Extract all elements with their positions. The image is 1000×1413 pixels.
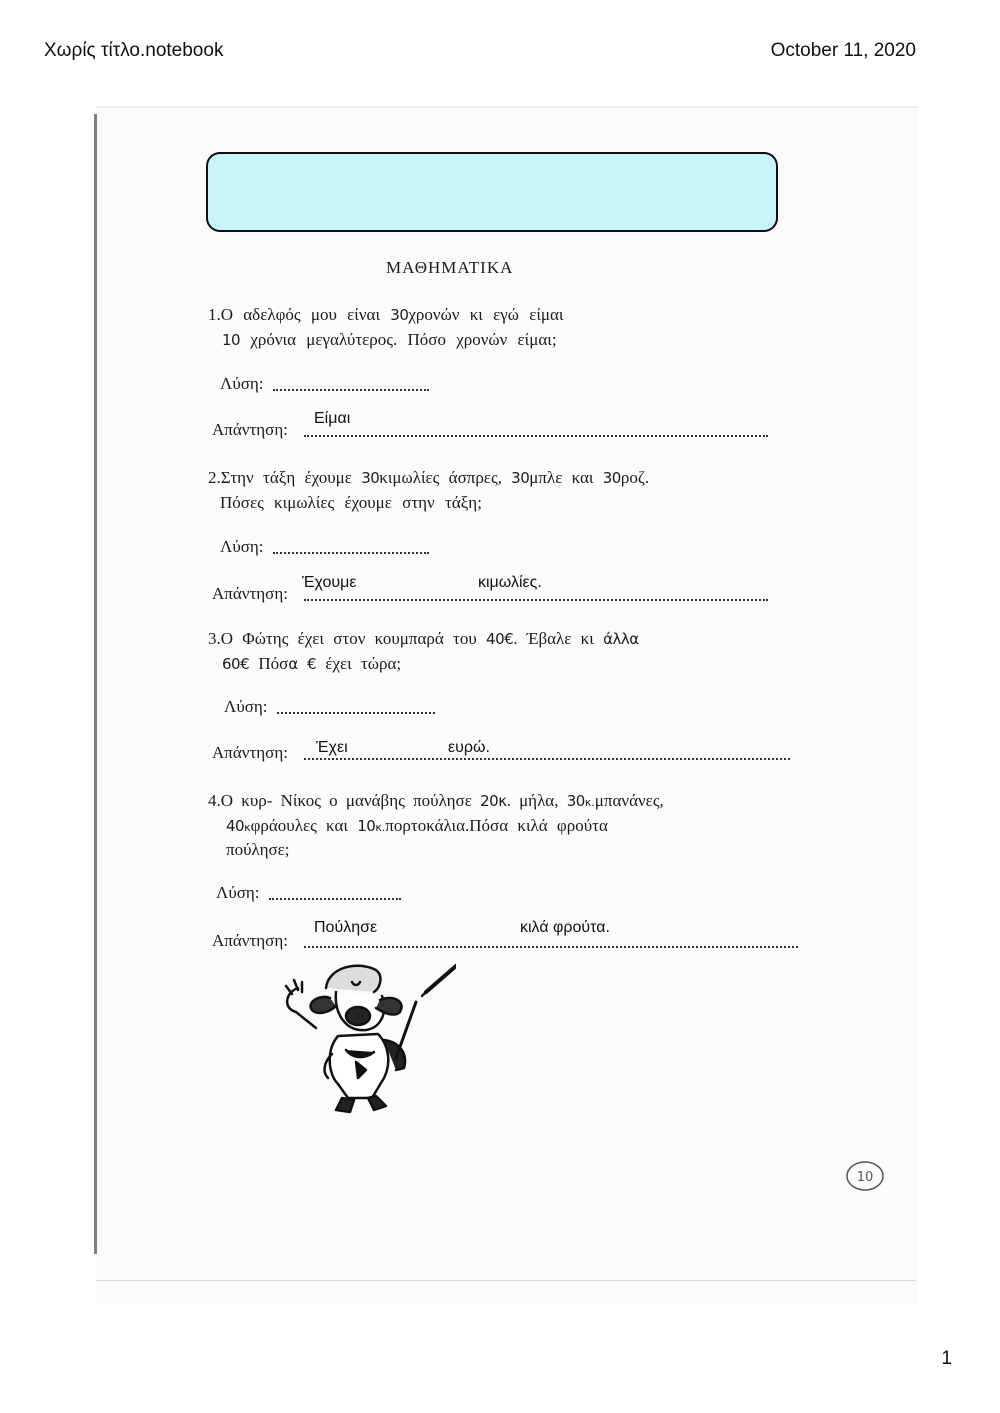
cartoon-character-illustration xyxy=(276,958,456,1118)
problem-2-solution-field[interactable] xyxy=(273,552,429,554)
problem-1-answer-label: Απάντηση: xyxy=(212,420,288,439)
problem-1-text-line-2: 10 χρόνια μεγαλύτερος. Πόσο χρονών είμαι; xyxy=(222,330,557,349)
problem-4-answer-label: Απάντηση: xyxy=(212,931,288,950)
problem-4-text-line-1: 4.Ο κυρ- Νίκος ο μανάβης πούλησε 20κ. μήλα, 30κ.μπανάνες, xyxy=(208,791,664,810)
problem-2-answer-label: Απάντηση: xyxy=(212,584,288,603)
problem-4-answer-suffix: κιλά φρούτα. xyxy=(520,919,610,936)
problem-3-solution-label: Λύση: xyxy=(224,697,268,716)
problem-2-text-line-2: Πόσες κιμωλίες έχουμε στην τάξη; xyxy=(220,493,482,512)
problem-1-text-line-1: 1.Ο αδελφός μου είναι 30χρονών κι εγώ είμαι xyxy=(208,305,564,324)
problem-1-answer-field[interactable] xyxy=(304,435,768,437)
worksheet-title: ΜΑΘΗΜΑΤΙΚΑ xyxy=(386,258,514,277)
scan-edge-shadow xyxy=(94,114,97,1254)
scan-bottom-border xyxy=(96,1280,916,1281)
problem-3-answer-suffix: ευρώ. xyxy=(448,739,490,756)
document-title: Χωρίς τίτλο.notebook xyxy=(44,40,224,61)
problem-4-answer-field[interactable] xyxy=(304,946,798,948)
page-number-stamp xyxy=(844,1158,886,1194)
document-date: October 11, 2020 xyxy=(770,40,916,61)
problem-2-text-line-1: 2.Στην τάξη έχουμε 30κιμωλίες άσπρες, 30μπλε και 30ροζ. xyxy=(208,468,650,487)
problem-2-solution-label: Λύση: xyxy=(220,537,264,556)
scanned-worksheet xyxy=(96,106,918,1304)
problem-2-answer-prefix: Έχουμε xyxy=(302,574,357,591)
page-number: 1 xyxy=(941,1348,952,1369)
problem-2-answer-suffix: κιμωλίες. xyxy=(478,574,542,591)
problem-3-answer-prefix: Έχει xyxy=(316,739,348,756)
name-input-box[interactable] xyxy=(206,152,778,232)
problem-1-answer-prefix: Είμαι xyxy=(314,410,351,427)
problem-2-answer-field[interactable] xyxy=(304,599,768,601)
problem-3-answer-label: Απάντηση: xyxy=(212,743,288,762)
problem-3-text-line-2: 60€ Πόσα € έχει τώρα; xyxy=(222,654,402,673)
problem-4-text-line-3: πούλησε; xyxy=(226,840,290,859)
problem-1-solution-field[interactable] xyxy=(273,389,429,391)
problem-3-answer-field[interactable] xyxy=(304,758,790,760)
problem-4-solution-label: Λύση: xyxy=(216,883,260,902)
page-stamp-number: 10 xyxy=(856,1170,874,1185)
problem-3-solution-field[interactable] xyxy=(277,712,435,714)
problem-4-answer-prefix: Πούλησε xyxy=(314,919,378,936)
problem-3-text-line-1: 3.Ο Φώτης έχει στον κουμπαρά του 40€. Έβαλε κι άλλα xyxy=(208,629,639,648)
problem-4-text-line-2: 40κφράουλες και 10κ.πορτοκάλια.Πόσα κιλά φρούτα xyxy=(226,816,608,835)
problem-1-solution-label: Λύση: xyxy=(220,374,264,393)
problem-4-solution-field[interactable] xyxy=(269,898,401,900)
